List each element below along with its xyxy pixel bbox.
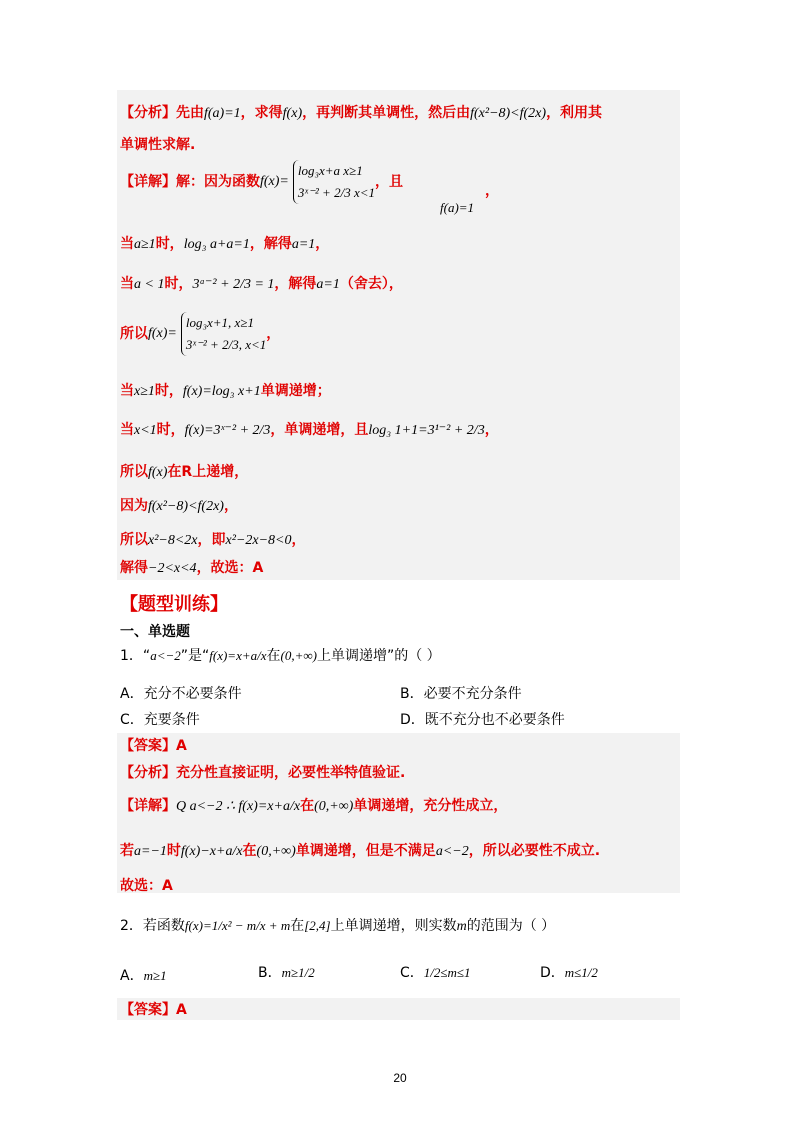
so-piecewise-brace: log₃x+1, x≥1 3ˣ⁻² + 2/3, x<1 <box>181 312 266 356</box>
q2-option-a[interactable]: A．m≥1 <box>120 968 167 984</box>
analysis-line: 【分析】先由f(a)=1，求得f(x)，再判断其单调性，然后由f(x²−8)<f(2x)，利用其 <box>120 105 603 121</box>
q1-option-b[interactable]: B．必要不充分条件 <box>400 686 522 702</box>
q1-answer: 【答案】A <box>120 738 187 754</box>
question-1: 1．“a<−2”是“f(x)=x+a/x在(0,+∞)上单调递增”的（ ） <box>120 648 441 664</box>
piecewise-brace: log₃x+a x≥1 3ˣ⁻² + 2/3 x<1 <box>293 160 375 204</box>
because-line: 因为f(x²−8)<f(2x)， <box>120 498 238 514</box>
q2-option-b[interactable]: B．m≥1/2 <box>258 965 315 981</box>
question-2: 2．若函数f(x)=1/x² − m/x + m在[2,4]上单调递增，则实数m的范围为（ ） <box>120 918 556 934</box>
page-number: 20 <box>393 1071 407 1085</box>
q2-option-c[interactable]: C．1/2≤m≤1 <box>400 965 471 981</box>
q1-choose: 故选：A <box>120 878 173 894</box>
so-piecewise-line: 所以f(x)= log₃x+1, x≥1 3ˣ⁻² + 2/3, x<1 ， <box>120 312 280 356</box>
increase-2-line: 当x<1时，f(x)=3ˣ⁻² + 2/3，单调递增，且log₃ 1+1=3¹⁻² + 2/3， <box>120 422 499 438</box>
q2-answer-block <box>117 998 680 1020</box>
q1-counterexample: 若a=−1时f(x)−x+a/x在(0,+∞)单调递增，但是不满足a<−2，所以必要性不成立. <box>120 843 601 859</box>
detail-line: 【详解】解：因为函数f(x)= log₃x+a x≥1 3ˣ⁻² + 2/3 x<1 ，且 <box>120 160 403 204</box>
so-inequality-line: 所以x²−8<2x，即x²−2x−8<0， <box>120 532 306 548</box>
section-title: 【题型训练】 <box>120 594 228 615</box>
q2-option-d[interactable]: D．m≤1/2 <box>540 965 598 981</box>
q1-analysis: 【分析】充分性直接证明，必要性举特值验证. <box>120 765 406 781</box>
increase-1-line: 当x≥1时，f(x)=log₃ x+1单调递增； <box>120 383 331 399</box>
case-1-line: 当a≥1时，log₃ a+a=1，解得a=1， <box>120 236 330 252</box>
case-2-line: 当a < 1时，3ᵃ⁻² + 2/3 = 1，解得a=1（舍去）， <box>120 276 403 292</box>
detail-comma: ， <box>485 183 499 199</box>
q1-option-c[interactable]: C．充要条件 <box>120 712 200 728</box>
increasing-on-r-line: 所以f(x)在R上递增， <box>120 464 249 480</box>
q1-option-d[interactable]: D．既不充分也不必要条件 <box>400 712 565 728</box>
q1-option-a[interactable]: A．充分不必要条件 <box>120 686 242 702</box>
analysis-line-2: 单调性求解. <box>120 137 196 153</box>
q2-answer: 【答案】A <box>120 1002 187 1018</box>
q1-detail: 【详解】Q a<−2 ∴ f(x)=x+a/x在(0,+∞)单调递增，充分性成立， <box>120 798 508 814</box>
section-subtitle: 一、单选题 <box>120 624 190 640</box>
detail-condition: f(a)=1 <box>440 200 475 215</box>
solve-line: 解得−2<x<4，故选：A <box>120 560 264 576</box>
